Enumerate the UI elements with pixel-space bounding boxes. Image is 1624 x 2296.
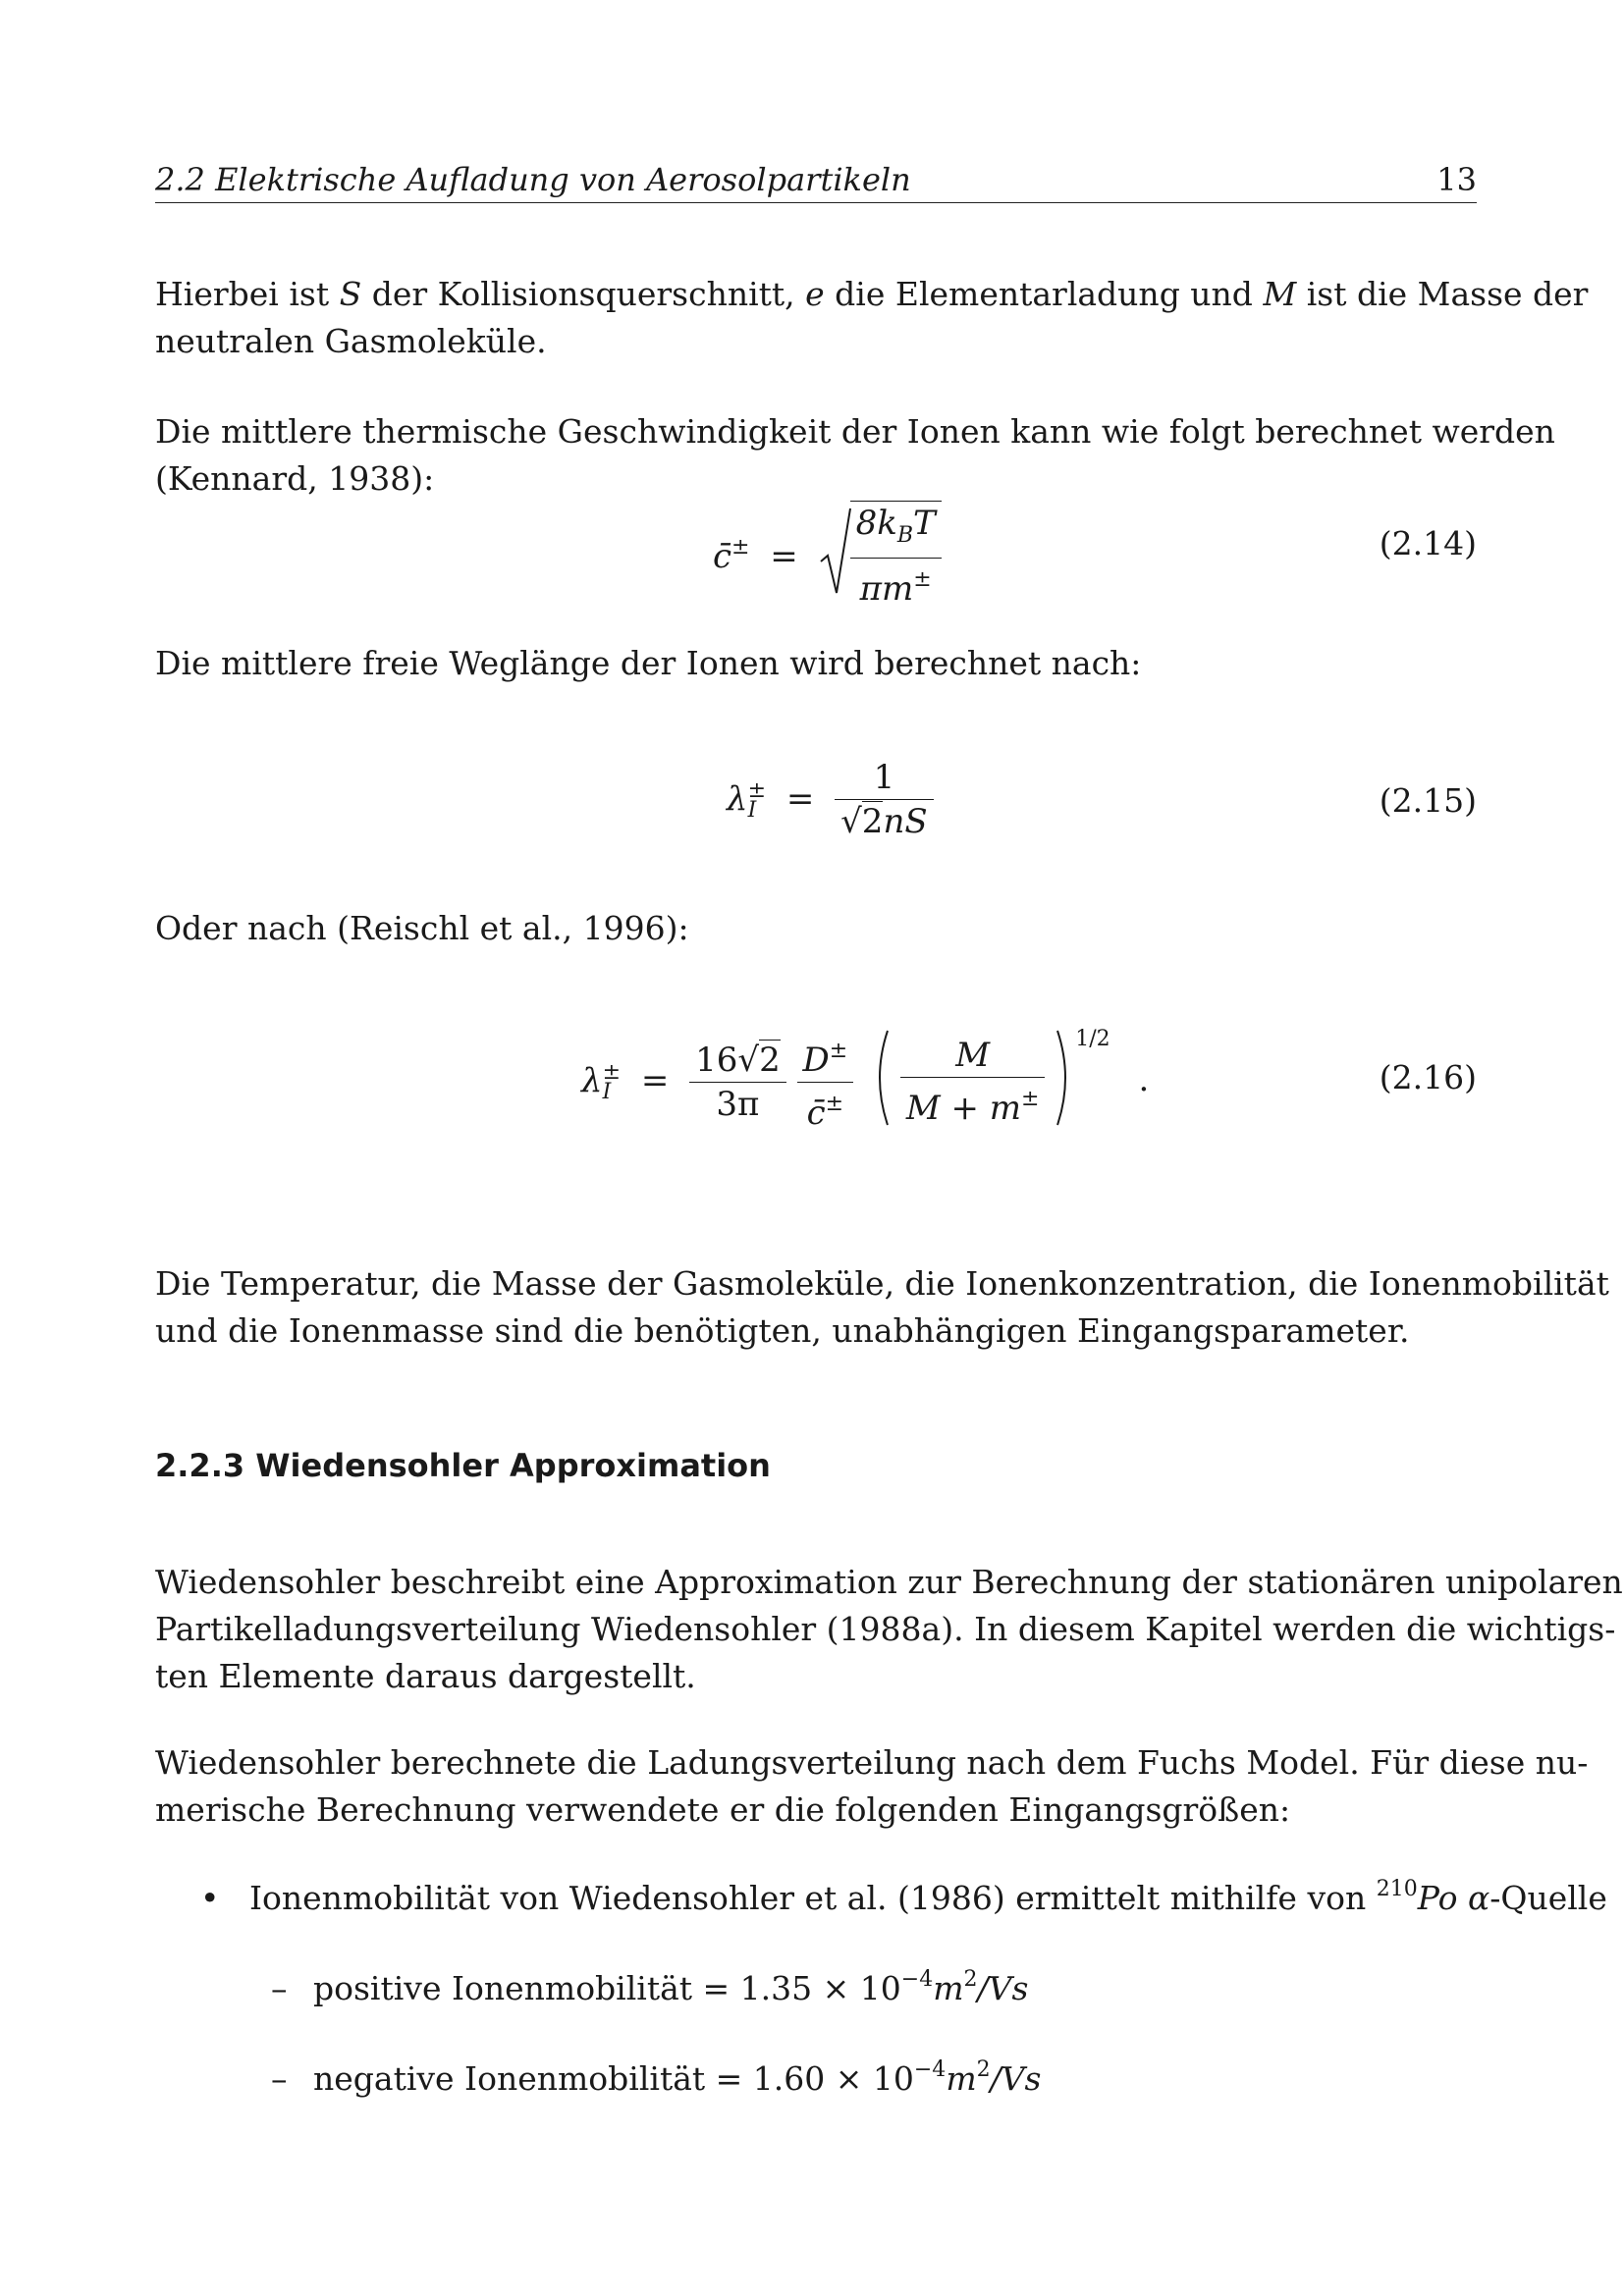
math-sup: ± xyxy=(731,535,750,560)
math-sup: 2 xyxy=(963,1967,978,1992)
left-paren-icon xyxy=(870,1029,890,1136)
dash-icon: – xyxy=(271,2059,288,2098)
fraction xyxy=(797,1030,854,1135)
fraction xyxy=(835,756,934,843)
math-sup: ± xyxy=(829,1038,848,1063)
paragraph-fuchs-model xyxy=(155,1739,1589,1834)
equation-body xyxy=(581,1027,1149,1136)
math-sup: 210 xyxy=(1376,1877,1418,1901)
paragraph-line: Oder nach (Reischl et al., 1996): xyxy=(155,909,689,947)
paragraph-line: Die Temperatur, die Masse der Gasmoleküle, die Ionenkonzentration, die Ionenmobilität xyxy=(155,1264,1609,1303)
paragraph-line: Wiedensohler beschreibt eine Approximation zur Berechnung der stationären unipolaren xyxy=(155,1563,1623,1601)
math-den: c̄ xyxy=(806,1093,826,1133)
sqrt-radical xyxy=(819,507,852,597)
math-den: M + m xyxy=(905,1089,1022,1128)
text-run: die Elementarladung und xyxy=(835,275,1253,313)
paragraph-thermal-speed xyxy=(155,408,1555,503)
math-var: m xyxy=(933,1969,964,2007)
math-sub: I xyxy=(747,797,757,823)
math-sup: −4 xyxy=(913,2057,947,2082)
equation-2-14 xyxy=(155,501,1477,609)
math-sup: 2 xyxy=(976,2057,991,2082)
math-var: S xyxy=(339,275,362,313)
math-var: λ xyxy=(727,778,748,819)
list-item-text: Ionenmobilität von Wiedensohler et al. (1986) ermittelt mithilfe von xyxy=(248,1879,1367,1917)
text-run: der Kollisionsquerschnitt, xyxy=(371,275,795,313)
left-paren-shape xyxy=(870,1029,890,1127)
dash-icon: – xyxy=(271,1969,288,2007)
math-var: T xyxy=(913,504,936,543)
fraction xyxy=(850,501,942,611)
running-header xyxy=(155,157,1477,203)
math-exponent: 1/2 xyxy=(1075,1027,1110,1051)
math-sup: −4 xyxy=(900,1967,934,1992)
math-var: m xyxy=(946,2059,977,2098)
math-sup: ± xyxy=(913,567,932,592)
list-item-text: -Quelle xyxy=(1489,1879,1607,1917)
bullet-icon: • xyxy=(200,1879,220,1917)
math-sup: ± xyxy=(1021,1087,1040,1111)
fraction xyxy=(689,1039,786,1126)
math-sup: ± xyxy=(747,777,766,803)
paragraph-line: neutralen Gasmoleküle. xyxy=(155,322,547,360)
paragraph-line xyxy=(155,271,1589,318)
math-var: e xyxy=(805,275,825,313)
paragraph-mean-free-path xyxy=(155,640,1477,687)
paragraph-line: merische Berechnung verwendete er die folgenden Eingangsgrößen: xyxy=(155,1790,1291,1829)
text-run: Hierbei ist xyxy=(155,275,330,313)
equation-number: (2.15) xyxy=(1379,781,1477,820)
right-paren-icon xyxy=(1056,1029,1075,1136)
math-var: α xyxy=(1467,1879,1490,1917)
math-var: λ xyxy=(581,1061,603,1100)
paragraph-line: Die mittlere freie Weglänge der Ionen wird berechnet nach: xyxy=(155,644,1142,682)
math-num: 1 xyxy=(835,756,934,800)
section-heading: 2.2.3 Wiedensohler Approximation xyxy=(155,1447,771,1484)
text-run: ist die Masse der xyxy=(1306,275,1589,313)
math-num: M xyxy=(955,1036,991,1075)
paragraph-reischl xyxy=(155,905,1477,952)
math-op: = xyxy=(770,537,798,576)
math-op: = xyxy=(640,1061,670,1100)
list-item xyxy=(200,1877,1607,1917)
math-sup: ± xyxy=(602,1060,621,1085)
math-den: nS xyxy=(883,802,928,841)
paragraph-line: Wiedensohler berechnete die Ladungsverteilung nach dem Fuchs Model. Für diese nu- xyxy=(155,1743,1589,1782)
equation-2-15 xyxy=(155,756,1477,854)
sqrt-icon: √ xyxy=(840,802,862,841)
page-number: 13 xyxy=(1436,161,1477,198)
math-op: = xyxy=(785,778,815,819)
equation-body xyxy=(713,501,942,611)
math-var: /Vs xyxy=(977,1969,1029,2007)
header-title: 2.2 Elektrische Aufladung von Aerosolpartikeln xyxy=(155,161,911,198)
math-radicand: 2 xyxy=(861,802,884,841)
equation-2-16 xyxy=(155,1027,1477,1135)
paragraph-wiedensohler-intro xyxy=(155,1559,1623,1700)
math-sub: I xyxy=(602,1080,612,1104)
math-num: D xyxy=(802,1040,830,1080)
paragraph-line: und die Ionenmasse sind die benötigten, unabhängigen Eingangsparameter. xyxy=(155,1311,1410,1350)
math-sub: B xyxy=(896,523,914,548)
fraction xyxy=(900,1034,1046,1130)
math-var: M xyxy=(1263,275,1297,313)
paragraph-collision xyxy=(155,271,1589,365)
equation-body xyxy=(727,756,934,843)
sqrt-symbol xyxy=(819,507,852,606)
page xyxy=(155,0,1623,2296)
paragraph-line: (Kennard, 1938): xyxy=(155,459,435,498)
list-item-text: positive Ionenmobilität = 1.35 × 10 xyxy=(313,1969,901,2007)
sqrt-icon: √ xyxy=(737,1040,760,1080)
paragraph-line: Die mittlere thermische Geschwindigkeit der Ionen kann wie folgt berechnet werden xyxy=(155,412,1555,451)
paragraph-line: Partikelladungsverteilung Wiedensohler (1988a). In diesem Kapitel werden die wichtigs- xyxy=(155,1610,1616,1648)
math-punct: . xyxy=(1138,1060,1150,1099)
math-sup: ± xyxy=(825,1091,844,1116)
math-den: πm xyxy=(859,569,914,609)
list-item-text: negative Ionenmobilität = 1.60 × 10 xyxy=(313,2059,914,2098)
equation-number: (2.16) xyxy=(1379,1058,1477,1096)
equation-number: (2.14) xyxy=(1379,524,1477,562)
math-num: 8k xyxy=(855,504,897,543)
math-var: c̄ xyxy=(713,537,732,576)
list-subitem xyxy=(271,2057,1042,2098)
math-num: 16 xyxy=(695,1040,738,1080)
right-paren-shape xyxy=(1056,1029,1075,1127)
paragraph-line: ten Elemente daraus dargestellt. xyxy=(155,1657,696,1695)
list-subitem xyxy=(271,1967,1028,2007)
paragraph-parameters xyxy=(155,1260,1609,1355)
math-var: /Vs xyxy=(990,2059,1042,2098)
math-var: Po xyxy=(1417,1879,1458,1917)
math-radicand: 2 xyxy=(759,1040,781,1080)
math-den: 3π xyxy=(716,1084,760,1124)
